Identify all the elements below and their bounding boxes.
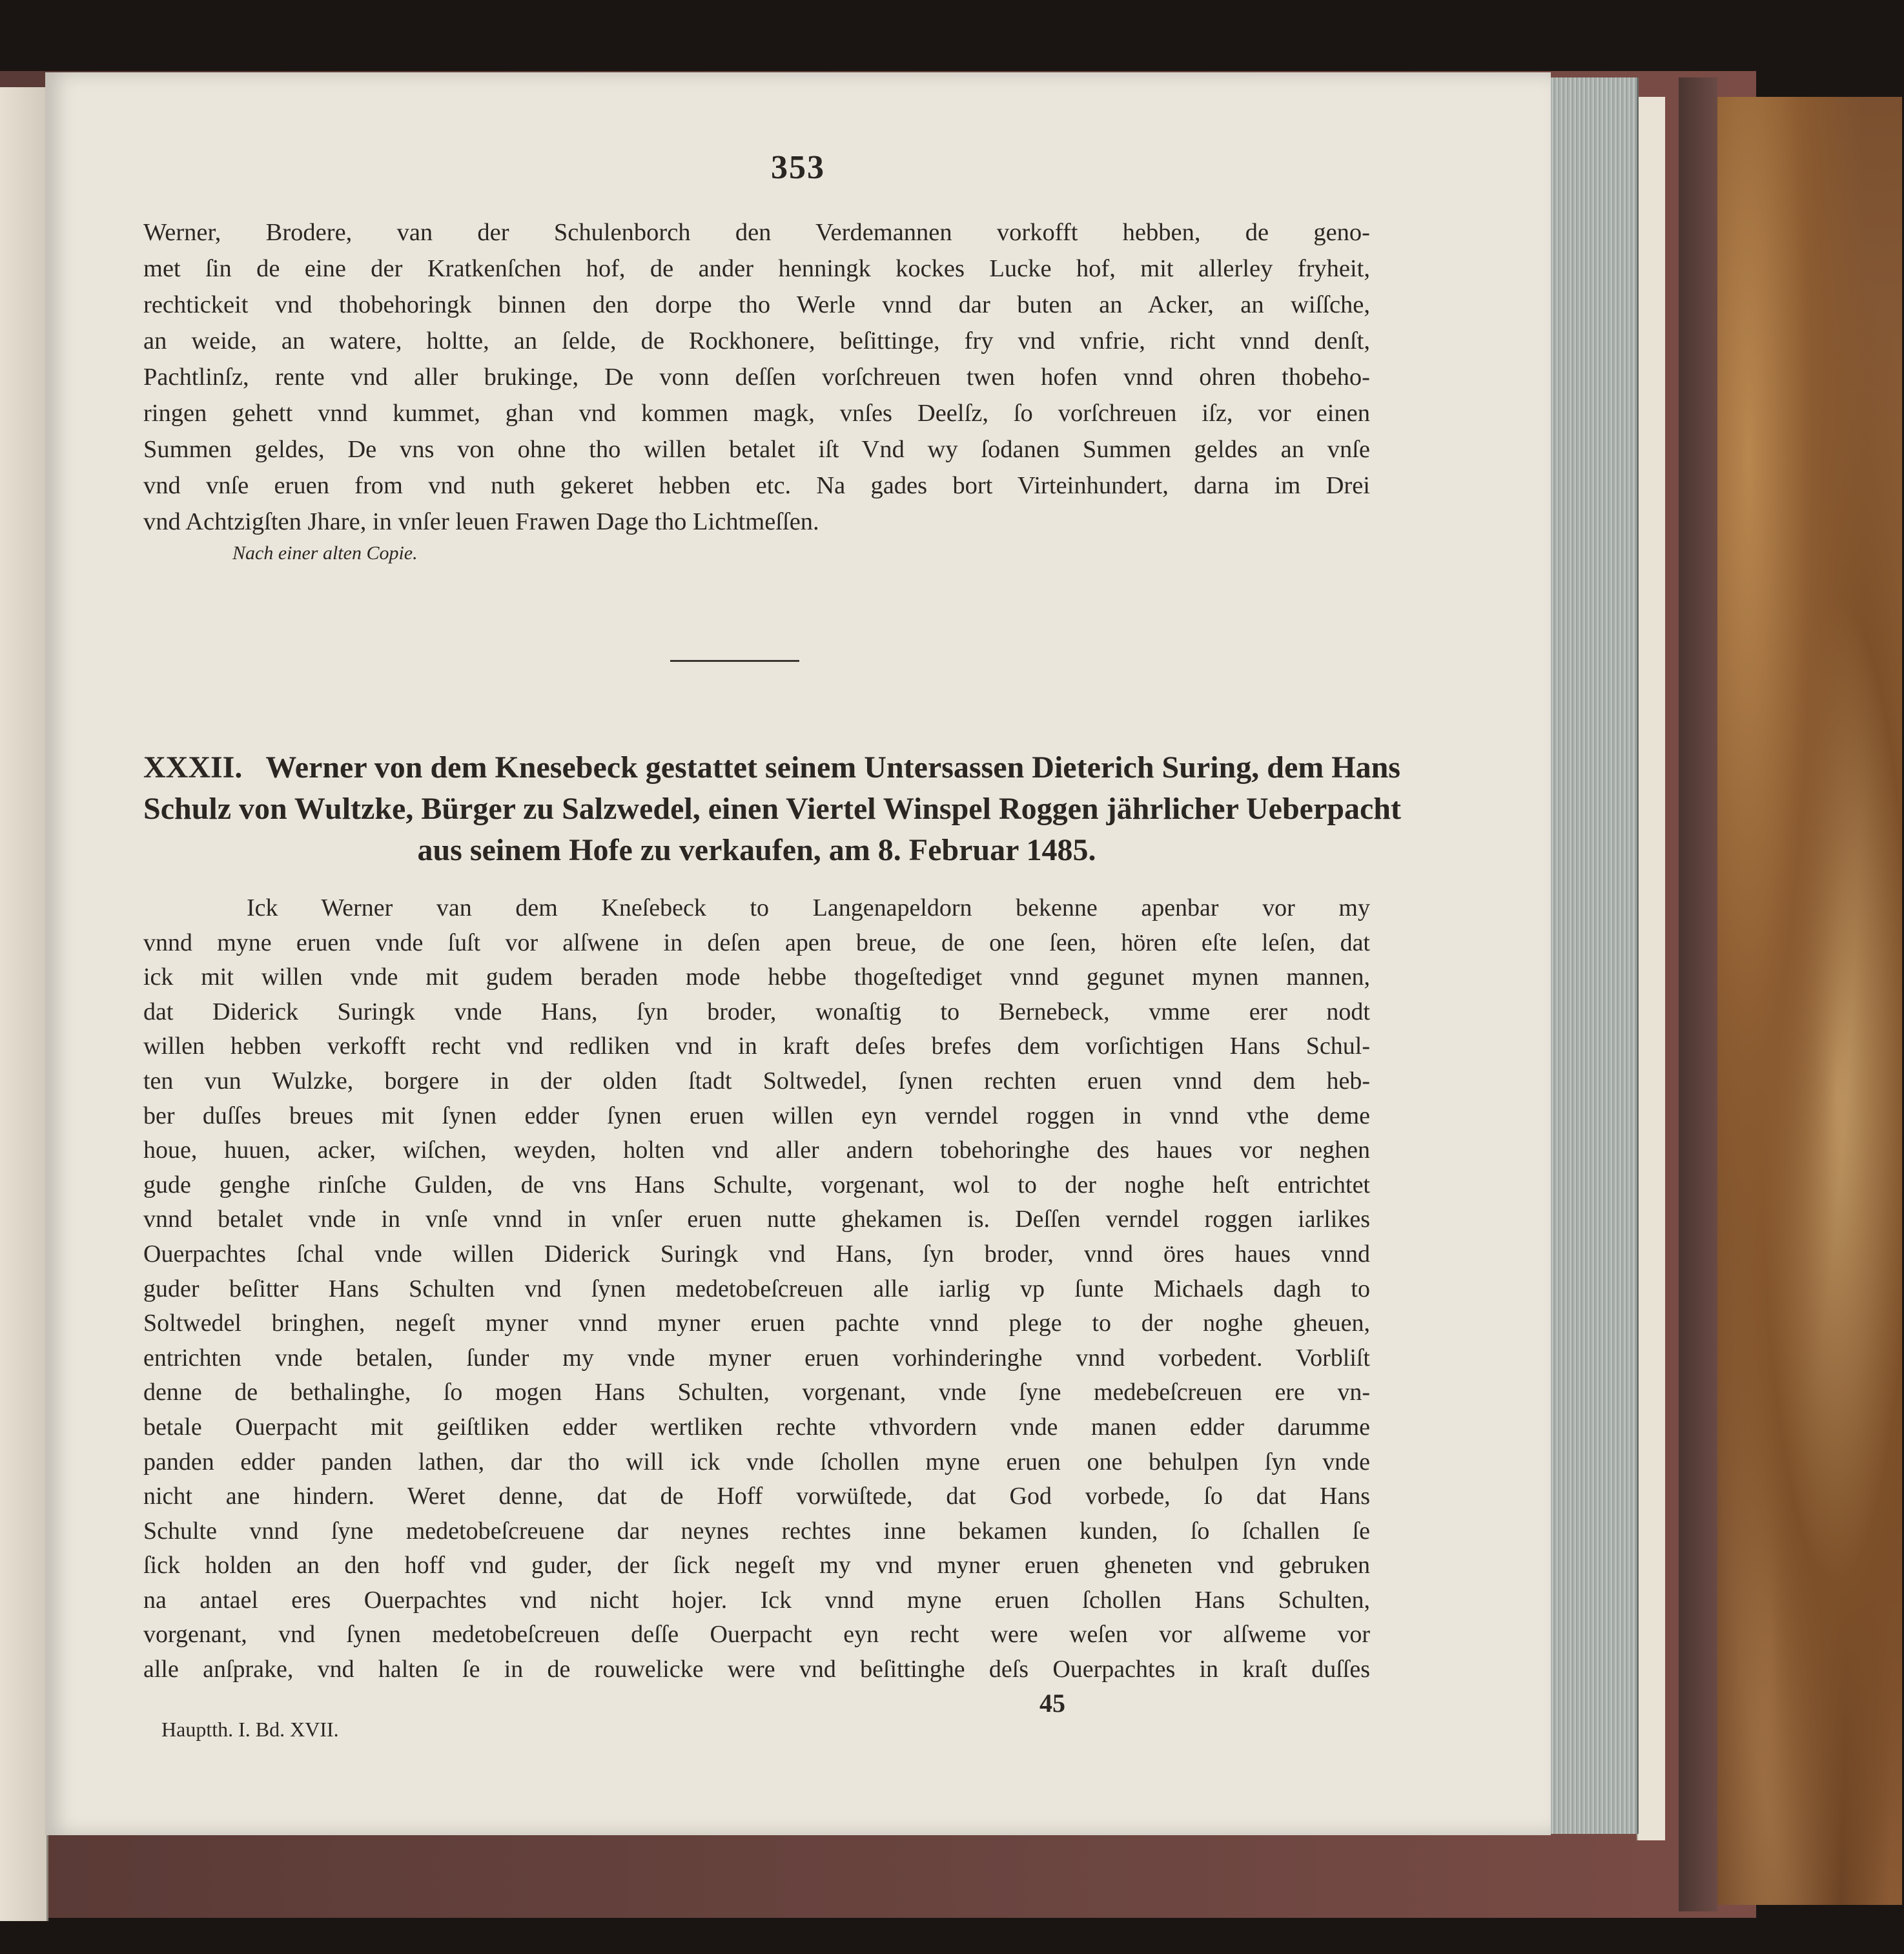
text-line: ten vun Wulzke, borgere in der olden ſtadt Soltwedel, ſynen rechten eruen vnnd dem heb- — [143, 1067, 1370, 1095]
text-line: denne de bethalinghe, ſo mogen Hans Schulten, vorgenant, vnde ſyne medebeſcreuen ere vn- — [143, 1379, 1370, 1406]
text-line: entrichten vnde betalen, ſunder my vnde myner eruen vorhinderinghe vnnd vorbedent. Vorbliſt — [143, 1344, 1370, 1372]
text-line: betale Ouerpacht mit geiſtliken edder wertliken rechte vthvordern vnde manen edder darumme — [143, 1413, 1370, 1441]
source-note: Nach einer alten Copie. — [232, 542, 418, 564]
sheet-number: 45 — [1039, 1689, 1065, 1718]
text-line: alle anſprake, vnd halten ſe in de rouwelicke were vnd beſittinghe deſs Ouerpachtes in kraſt duſſes — [143, 1656, 1370, 1683]
text-line: vorgenant, vnd ſynen medetobeſcreuen deſſe Ouerpacht eyn recht were weſen vor alſweme vor — [143, 1621, 1370, 1649]
heading-line: aus seinem Hofe zu verkaufen, am 8. Februar 1485. — [417, 833, 1096, 867]
page-number: 353 — [771, 149, 825, 186]
text-line: an weide, an watere, holtte, an ſelde, de Rockhonere, beſittinge, fry vnd vnfrie, richt vnnd denſt, — [143, 327, 1370, 355]
text-line: ber duſſes breues mit ſynen edder ſynen eruen willen eyn verndel roggen in vnnd vthe deme — [143, 1102, 1370, 1129]
text-line: Ick Werner van dem Kneſebeck to Langenapeldorn bekenne apenbar vor my — [247, 894, 1370, 921]
text-line: vnnd betalet vnde in vnſe vnnd in vnſer eruen nutte ghekamen is. Deſſen verndel roggen iarlikes — [143, 1206, 1370, 1233]
text-line: ſick holden an den hoff vnd guder, der ſick negeſt my vnd myner eruen gheneten vnd gebruken — [143, 1552, 1370, 1579]
text-line: Summen geldes, De vns von ohne tho willen betalet iſt Vnd wy ſodanen Summen geldes an vnſe — [143, 436, 1370, 463]
cover-cloth — [1679, 77, 1717, 1911]
text-block-continuation — [143, 214, 1370, 540]
text-line: Pachtlinſz, rente vnd aller brukinge, De vonn deſſen vorſchreuen twen hofen vnnd ohren thobeho- — [143, 364, 1370, 391]
text-line: Ouerpachtes ſchal vnde willen Diderick Suringk vnd Hans, ſyn broder, vnnd öres haues vnnd — [143, 1240, 1370, 1268]
text-line: Werner, Brodere, van der Schulenborch den Verdemannen vorkofft hebben, de geno- — [143, 219, 1370, 246]
text-line: houe, huuen, acker, wiſchen, weyden, holten vnd aller andern tobehoringhe des haues vor neghen — [143, 1136, 1370, 1164]
text-line: Soltwedel bringhen, negeſt myner vnnd myner eruen pachte vnnd plege to der noghe gheuen, — [143, 1310, 1370, 1337]
signature-mark: Hauptth. I. Bd. XVII. — [161, 1718, 339, 1741]
section-divider — [670, 660, 799, 662]
page-edges — [1546, 77, 1639, 1834]
back-leaf — [1637, 97, 1665, 1840]
document-body — [143, 891, 1370, 1687]
heading-line: Werner von dem Knesebeck gestattet seinem Untersassen Dieterich Suring, dem Hans — [265, 750, 1400, 785]
text-line: vnd Achtzigſten Jhare, in vnſer leuen Frawen Dage tho Lichtmeſſen. — [143, 508, 819, 535]
text-line: nicht ane hindern. Weret denne, dat de Hoff vorwüſtede, dat God vorbede, ſo dat Hans — [143, 1483, 1370, 1510]
text-line: panden edder panden lathen, dar tho will ick vnde ſchollen myne eruen one behulpen ſyn vnde — [143, 1448, 1370, 1476]
text-line: ringen gehett vnnd kummet, ghan vnd kommen magk, vnſes Deelſz, ſo vorſchreuen iſz, vor einen — [143, 400, 1370, 427]
text-line: willen hebben verkofft recht vnd redliken vnd in kraft deſes brefes dem vorſichtigen Hans Schul- — [143, 1033, 1370, 1060]
text-line: dat Diderick Suringk vnde Hans, ſyn broder, wonaſtig to Bernebeck, vmme erer nodt — [143, 998, 1370, 1025]
document-heading — [143, 747, 1401, 871]
text-line: met ſin de eine der Kratkenſchen hof, de ander henningk kockes Lucke hof, mit allerley fryheit, — [143, 255, 1370, 282]
text-line: vnd vnſe eruen from vnd nuth gekeret hebben etc. Na gades bort Virteinhundert, darna im Drei — [143, 472, 1370, 499]
text-line: gude genghe rinſche Gulden, de vns Hans Schulte, vorgenant, wol to der noghe heſt entrichtet — [143, 1171, 1370, 1198]
text-line: ick mit willen vnde mit gudem beraden mode hebbe thogeſtediget vnnd gegunet mynen mannen, — [143, 963, 1370, 991]
text-line: Schulte vnnd ſyne medetobeſcreuene dar neynes rechtes inne bekamen kunden, ſo ſchallen ſe — [143, 1517, 1370, 1545]
left-page-edge — [0, 87, 48, 1921]
text-line: guder beſitter Hans Schulten vnd ſynen medetobeſcreuen alle iarlig vp ſunte Michaels dagh to — [143, 1275, 1370, 1302]
text-line: na antael eres Ouerpachtes vnd nicht hojer. Ick vnnd myne eruen ſchollen Hans Schulten, — [143, 1586, 1370, 1614]
document-number: XXXII. — [143, 750, 243, 785]
text-line: vnnd myne eruen vnde ſuſt vor alſwene in deſen apen breue, de one ſeen, hören eſte leſen, dat — [143, 929, 1370, 956]
text-line: rechtickeit vnd thobehoringk binnen den dorpe tho Werle vnnd dar buten an Acker, an wiſſche, — [143, 291, 1370, 318]
heading-line: Schulz von Wultzke, Bürger zu Salzwedel, einen Viertel Winspel Roggen jährlicher Ueberpacht — [143, 792, 1401, 826]
book-page — [45, 72, 1551, 1835]
